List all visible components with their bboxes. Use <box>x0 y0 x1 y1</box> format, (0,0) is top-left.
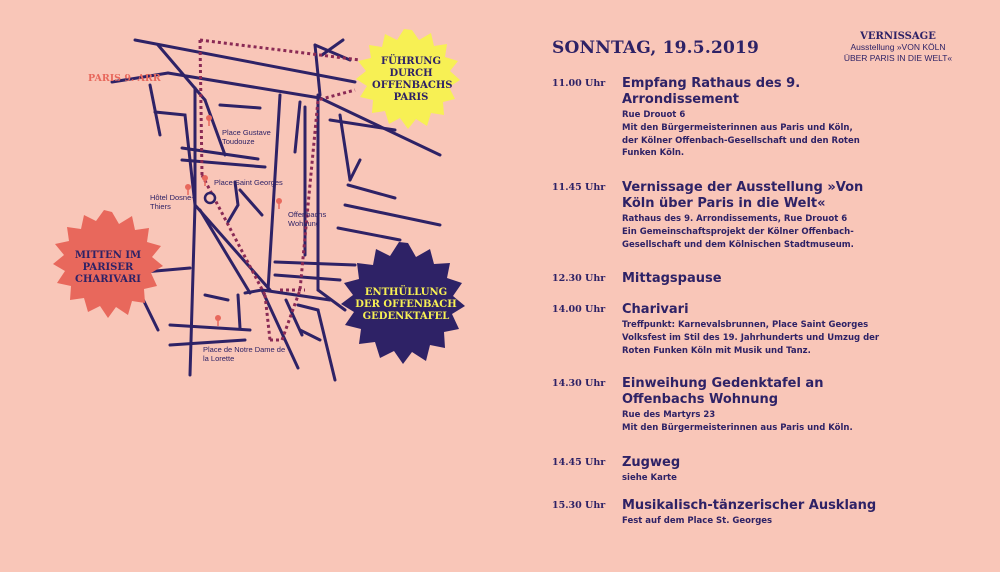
place-saint-georges-label: Place Saint Georges <box>214 178 283 187</box>
offenbachs-wohnung-label: Offenbachs Wohnung <box>288 210 327 228</box>
entry-title: Charivari <box>622 302 689 317</box>
enthuellung-text: ENTHÜLLUNG DER OFFENBACH GEDENKTAFEL <box>355 287 457 322</box>
entry-description: siehe Karte <box>622 473 677 483</box>
fuehrung-text: FÜHRUNG DURCH OFFENBACHS PARIS <box>372 56 453 103</box>
entry-location: Rathaus des 9. Arrondissements, Rue Drouot 6 <box>622 214 848 224</box>
entry-location: Fest auf dem Place St. Georges <box>622 516 773 526</box>
entry-description: Volksfest im Stil des 19. Jahrhunderts und Umzug der Roten Funken Köln mit Musik und Tanz. <box>622 333 880 356</box>
entry-description: Ein Gemeinschaftsprojekt der Kölner Offenbach-Gesellschaft und dem Kölnischen Stadtmuseum. <box>622 227 854 250</box>
entry-title: Vernissage der Ausstellung »Von Köln über Paris in die Welt« <box>622 180 864 211</box>
day-title: SONNTAG, 19.5.2019 <box>552 38 760 58</box>
entry-title: Mittagspause <box>622 271 722 286</box>
vernissage-heading: VERNISSAGE <box>860 31 936 42</box>
entry-description: Mit den Bürgermeisterinnen aus Paris und Köln, der Kölner Offenbach-Gesellschaft und den Roten Funken Köln. <box>622 123 860 158</box>
charivari-text: MITTEN IM PARISER CHARIVARI <box>74 250 142 285</box>
entry-location: Treffpunkt: Karnevalsbrunnen, Place Saint Georges <box>622 320 869 330</box>
entry-location: Rue Drouot 6 <box>622 110 686 120</box>
entry-title: Einweihung Gedenktafel an Offenbachs Wohnung <box>622 376 824 407</box>
vernissage-text <box>842 31 954 64</box>
entry-title: Musikalisch-tänzerischer Ausklang <box>622 498 877 513</box>
entry-title: Empfang Rathaus des 9. Arrondissement <box>622 76 801 107</box>
entry-time: 11.00 Uhr <box>552 78 606 89</box>
entry-location: Rue des Martyrs 23 <box>622 410 716 420</box>
entry-time: 11.45 Uhr <box>552 182 606 193</box>
entry-time: 15.30 Uhr <box>552 500 606 511</box>
place-notre-dame-label: Place de Notre Dame de la Lorette <box>203 345 286 363</box>
entry-title: Zugweg <box>622 455 681 470</box>
entry-time: 12.30 Uhr <box>552 273 606 284</box>
district-label: PARIS 9. ARR <box>88 73 161 84</box>
entry-time: 14.30 Uhr <box>552 378 606 389</box>
entry-description: Mit den Bürgermeisterinnen aus Paris und Köln. <box>622 423 853 433</box>
place-gustave-label: Place Gustave Toudouze <box>222 128 271 146</box>
entry-time: 14.45 Uhr <box>552 457 606 468</box>
entry-time: 14.00 Uhr <box>552 304 606 315</box>
vernissage-body: Ausstellung »VON KÖLN ÜBER PARIS IN DIE WELT« <box>843 42 953 63</box>
hotel-dosne-label: Hôtel Dosne-Thiers <box>150 193 194 211</box>
